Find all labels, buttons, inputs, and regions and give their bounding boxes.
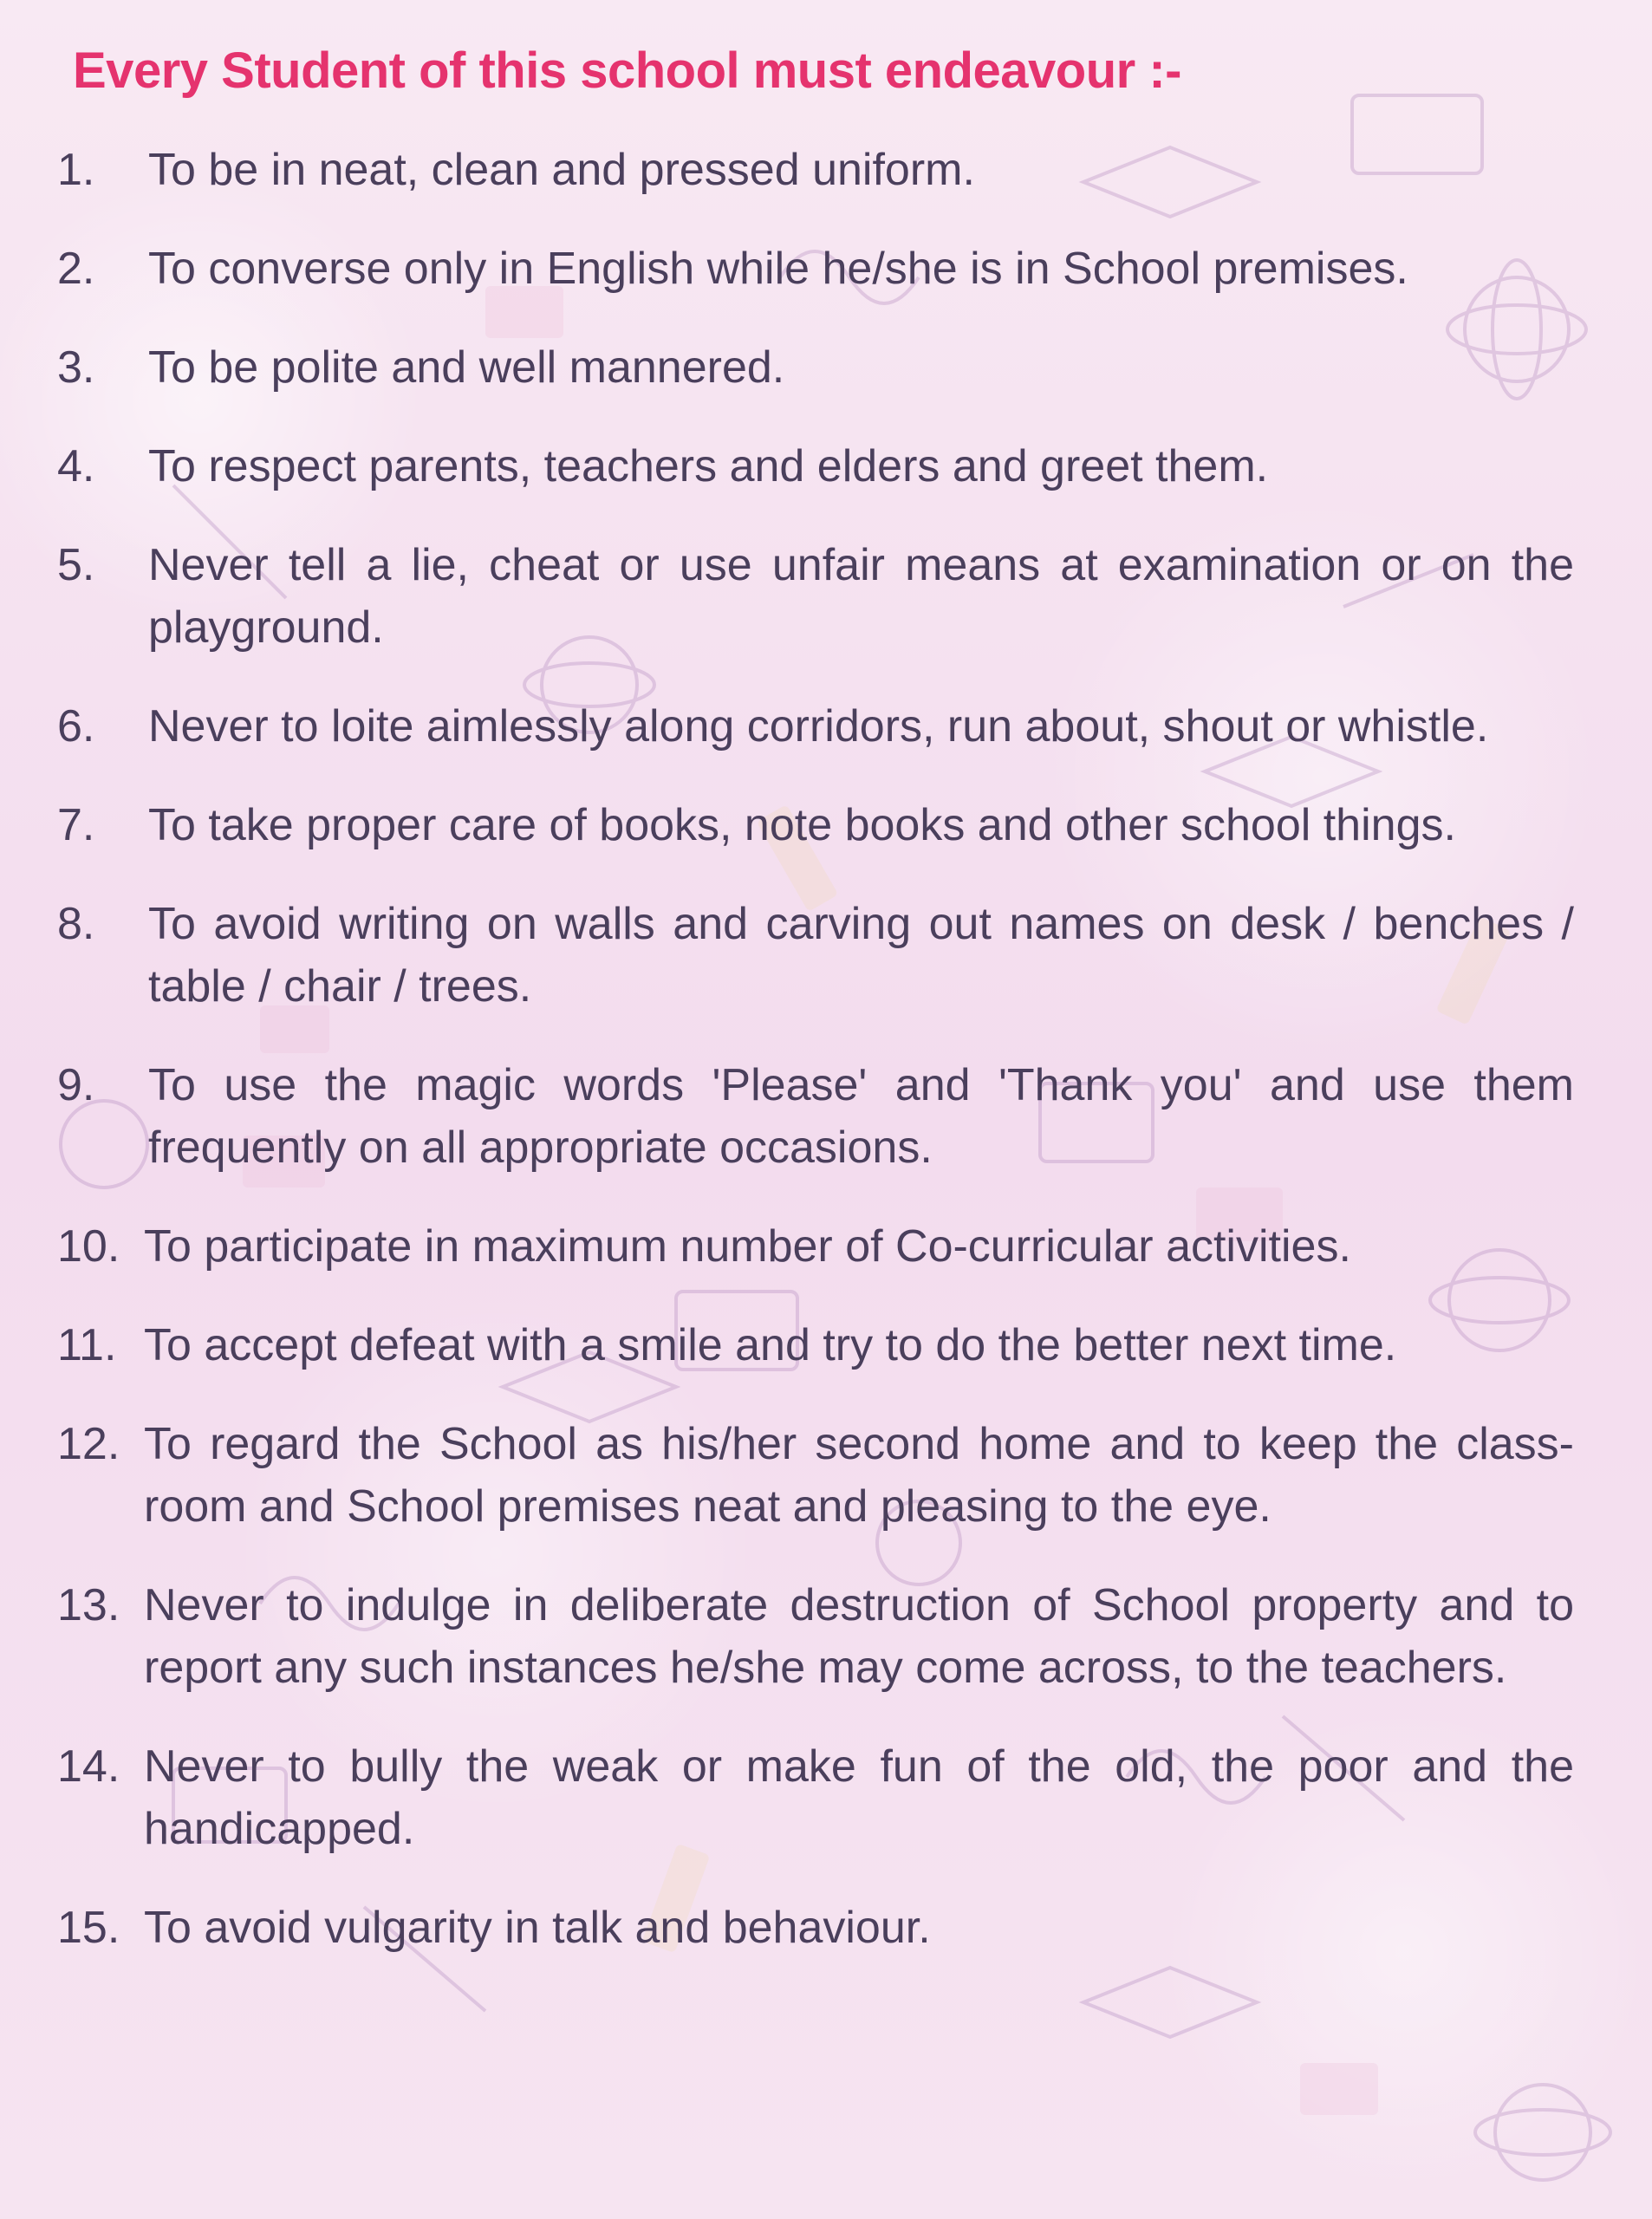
rule-item <box>57 1215 1574 1278</box>
rule-number: 14. <box>57 1741 120 1792</box>
rule-text: To be polite and well mannered. <box>148 342 785 393</box>
rule-text: To accept defeat with a smile and try to do the better next time. <box>144 1320 1397 1370</box>
rule-item <box>57 534 1574 659</box>
rule-text: To use the magic words 'Please' and 'Thank you' and use them frequently on all appropriate occasions. <box>148 1060 1574 1173</box>
rule-item <box>57 695 1574 758</box>
rule-number: 5. <box>57 540 95 590</box>
rule-text: Never to bully the weak or make fun of the old, the poor and the handicapped. <box>144 1741 1574 1854</box>
rule-number: 13. <box>57 1580 120 1630</box>
rule-number: 9. <box>57 1060 95 1110</box>
rule-number: 6. <box>57 701 95 752</box>
rule-number: 15. <box>57 1903 120 1953</box>
rule-item <box>57 238 1574 300</box>
rule-number: 4. <box>57 441 95 491</box>
rule-item <box>57 139 1574 201</box>
rule-number: 8. <box>57 899 95 949</box>
rules-list <box>57 139 1574 1959</box>
rule-number: 3. <box>57 342 95 393</box>
rule-text: Never tell a lie, cheat or use unfair means at examination or on the playground. <box>148 540 1574 653</box>
rule-item <box>57 435 1574 498</box>
rule-text: To regard the School as his/her second home and to keep the class-room and School premises neat and pleasing to the eye. <box>144 1419 1574 1532</box>
rule-number: 2. <box>57 244 95 294</box>
rule-text: Never to loite aimlessly along corridors, run about, shout or whistle. <box>148 701 1489 752</box>
rule-text: To participate in maximum number of Co-curricular activities. <box>144 1221 1351 1272</box>
rule-text: To converse only in English while he/she is in School premises. <box>148 244 1408 294</box>
rule-item <box>57 1054 1574 1179</box>
rule-text: To be in neat, clean and pressed uniform. <box>148 145 975 195</box>
rule-item <box>57 1314 1574 1376</box>
rule-item <box>57 1574 1574 1699</box>
rule-text: To avoid writing on walls and carving out names on desk / benches / table / chair / trees. <box>148 899 1574 1012</box>
rule-item <box>57 1735 1574 1860</box>
page-heading: Every Student of this school must endeavour :- <box>73 42 1181 99</box>
rule-text: Never to indulge in deliberate destruction of School property and to report any such instances he/she may come across, to the teachers. <box>144 1580 1574 1693</box>
rule-item <box>57 1897 1574 1959</box>
rule-text: To avoid vulgarity in talk and behaviour. <box>144 1903 931 1953</box>
rule-number: 1. <box>57 145 95 195</box>
rule-item <box>57 893 1574 1018</box>
rule-number: 10. <box>57 1221 120 1272</box>
rule-number: 12. <box>57 1419 120 1469</box>
rule-item <box>57 794 1574 856</box>
rule-text: To respect parents, teachers and elders and greet them. <box>148 441 1269 491</box>
rule-item <box>57 1413 1574 1538</box>
rule-item <box>57 336 1574 399</box>
rule-number: 7. <box>57 800 95 850</box>
rule-number: 11. <box>57 1320 117 1370</box>
rule-text: To take proper care of books, note books and other school things. <box>148 800 1456 850</box>
